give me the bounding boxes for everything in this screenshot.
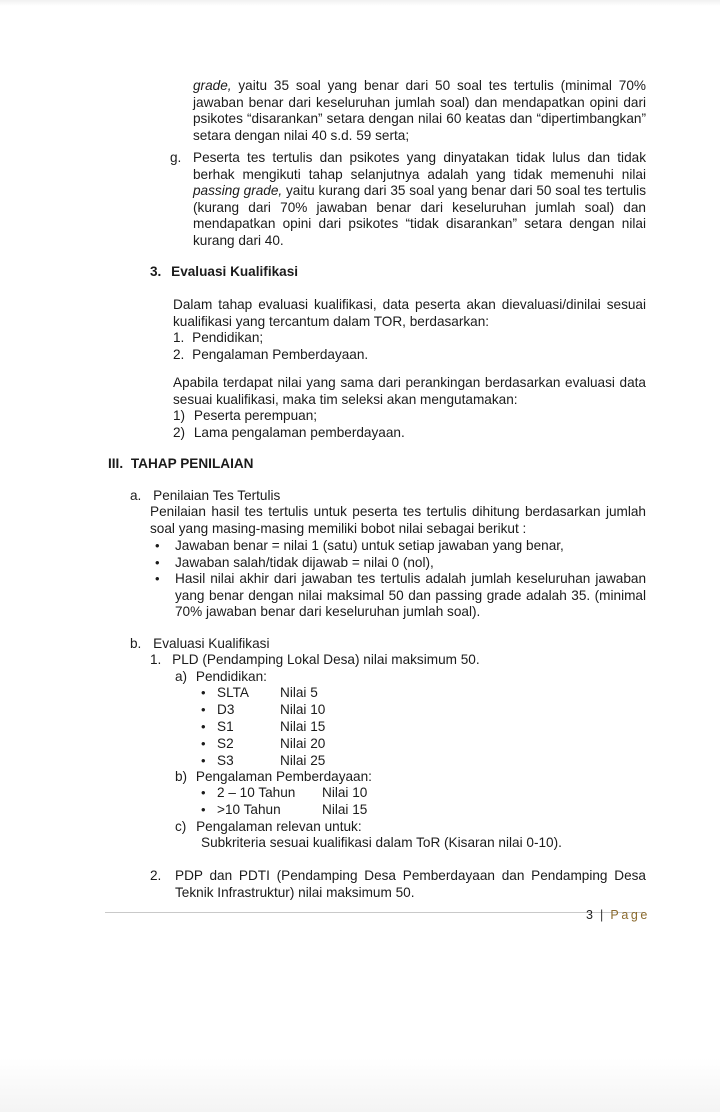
sub-a-title: Pendidikan: [195,669,267,684]
footer-rule [105,912,645,913]
list-item-label: 2. [173,346,185,362]
list-item-g [170,150,646,250]
bullet-icon: • [155,571,160,587]
grade-score: Nilai 20 [280,736,326,751]
bullet-icon: • [155,554,160,570]
list-item-text: Jawaban salah/tidak dijawab = nilai 0 (nol), [175,554,434,570]
part-b-item-1-label: 1. [150,652,162,667]
grade-level: S3 [217,753,234,768]
part-a-bullet-list [155,538,646,621]
experience-score: Nilai 15 [322,802,368,817]
experience-list [201,785,401,819]
item-g-text [193,150,646,250]
grade-score: Nilai 25 [280,753,326,768]
sub-b-title: Pengalaman Pemberdayaan: [195,769,372,784]
section-iii-number: III. [108,456,124,471]
section-iii-heading [108,456,254,473]
part-b-label: b. [130,636,142,651]
part-b-item-2-label: 2. [150,868,162,883]
section-3-title: Evaluasi Kualifikasi [171,264,299,279]
intro-paragraph [193,78,646,144]
intro-lead-italic: grade, [193,78,232,93]
sub-b-label: b) [175,769,188,784]
bullet-icon: • [155,538,160,553]
list-item [155,571,646,621]
bullet-icon: • [201,802,206,817]
item-g-text-italic: passing grade, [193,183,283,199]
sub-b-heading [175,769,372,786]
part-a-title: Penilaian Tes Tertulis [153,488,281,503]
part-b-item-1-text: PLD (Pendamping Lokal Desa) nilai maksimum 50. [172,652,480,667]
list-item-text: Hasil nilai akhir dari jawaban tes tertulis adalah jumlah keseluruhan jawaban yang benar dengan nilai maksimal 50 dan passing grade adalah 35. (minimal 70% jawaban benar dari keseluruhan jumlah soal). [175,571,646,620]
bullet-icon: • [201,736,206,751]
part-b-item-2 [150,868,646,901]
bullet-icon: • [201,753,206,768]
list-item [173,425,405,442]
sub-a-heading [175,669,267,686]
grade-row [201,753,381,770]
section-3-para-2: Apabila terdapat nilai yang sama dari perankingan berdasarkan evaluasi data sesuai kualifikasi, maka tim seleksi akan mengutamakan: [173,375,646,407]
grade-row [201,719,381,736]
list-item-label: 1. [173,330,185,345]
grade-row [201,702,381,719]
grade-level: S2 [217,736,234,751]
scan-edge-bottom [0,1058,720,1112]
bullet-icon: • [201,785,206,800]
list-item-label: 2) [173,424,186,440]
section-3-number: 3. [150,264,162,279]
education-grade-list [201,685,381,770]
list-item-text: Lama pengalaman pemberdayaan. [193,424,405,440]
part-a-label: a. [130,488,142,503]
item-g-label: g. [170,150,182,165]
experience-row [201,802,401,819]
section-3-list-2 [173,408,405,441]
scan-edge-top [0,0,720,6]
part-a-paragraph: Penilaian hasil tes tertulis untuk peserta tes tertulis dihitung berdasarkan jumlah soal yang masing-masing memiliki bobot nilai sebagai berikut : [150,504,646,536]
page-number-value: 3 [586,908,595,922]
part-b-item-2-text: PDP dan PDTI (Pendamping Desa Pemberdayaan dan Pendamping Desa Teknik Infrastruktur) nilai maksimum 50. [175,868,646,900]
sub-c-label: c) [175,819,187,834]
page-number-separator: | [600,908,606,922]
item-g-text-a: Peserta tes tertulis dan psikotes yang dinyatakan tidak lulus dan tidak berhak mengikuti tahap selanjutnya adalah yang tidak memenuhi nilai [193,150,646,182]
sub-a-label: a) [175,669,188,684]
list-item-text: Jawaban benar = nilai 1 (satu) untuk setiap jawaban yang benar, [175,538,564,553]
sub-c-title: Pengalaman relevan untuk: [196,819,362,834]
part-b-item-1 [150,652,480,669]
bullet-icon: • [201,702,206,717]
section-3-heading [150,264,298,281]
grade-row [201,736,381,753]
list-item-text: Pengalaman Pemberdayaan. [192,346,369,362]
list-item-text: Pendidikan; [192,330,264,345]
grade-score: Nilai 10 [280,702,326,717]
bullet-icon: • [201,685,206,700]
page-number [586,907,650,924]
experience-range: >10 Tahun [217,802,281,817]
grade-level: SLTA [217,685,249,700]
page-label: Page [610,908,650,922]
experience-row [201,785,401,802]
list-item-label: 1) [173,408,186,423]
list-item [155,538,646,555]
section-3-para-1: Dalam tahap evaluasi kualifikasi, data peserta akan dievaluasi/dinilai sesuai kualifikasi yang tercantum dalam TOR, berdasarkan: [173,297,646,329]
grade-score: Nilai 15 [280,719,326,734]
part-b-title: Evaluasi Kualifikasi [153,636,270,651]
experience-range: 2 – 10 Tahun [217,785,296,800]
part-a-heading [130,488,280,505]
bullet-icon: • [201,719,206,734]
grade-score: Nilai 5 [280,685,318,700]
item-g-text-b: yaitu kurang dari 35 soal yang benar dari 50 soal tes tertulis (kurang dari 70% jawaban benar dari keseluruhan jumlah soal) dan mendapatkan opini dari psikotes “tidak disarankan” setara dengan nilai kurang dari 40. [193,183,646,248]
list-item [173,347,368,364]
sub-c-heading [175,819,362,836]
section-3-list-1 [173,330,368,363]
list-item [155,555,646,572]
sub-c-detail: Subkriteria sesuai kualifikasi dalam ToR (Kisaran nilai 0-10). [201,835,562,850]
list-item [173,330,368,347]
grade-row [201,685,381,702]
grade-level: D3 [217,702,235,717]
part-b-heading [130,636,269,653]
grade-level: S1 [217,719,234,734]
section-iii-title: TAHAP PENILAIAN [130,456,254,471]
intro-lead-rest: yaitu 35 soal yang benar dari 50 soal tes tertulis (minimal 70% jawaban benar dari keseluruhan jumlah soal) dan mendapatkan opini dari psikotes “disarankan” setara dengan nilai 60 keatas dan “dipertimbangkan” setara dengan nilai 40 s.d. 59 serta; [193,78,646,143]
list-item-text: Peserta perempuan; [193,408,318,423]
experience-score: Nilai 10 [322,785,368,800]
list-item [173,408,405,425]
